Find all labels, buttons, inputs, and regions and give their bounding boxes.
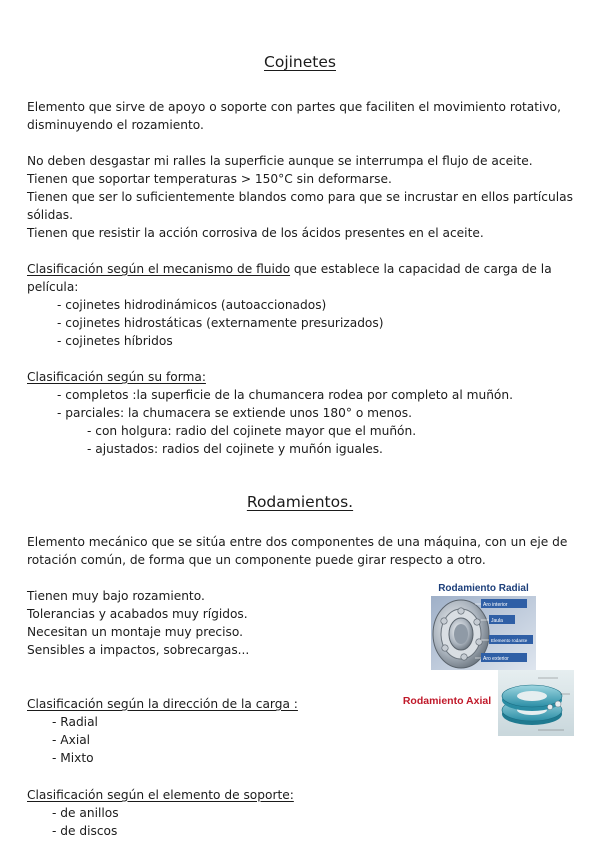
clasificacion-carga xyxy=(27,695,387,767)
requirement-line: Tienen que resistir la acción corrosiva de los ácidos presentes en el aceite. xyxy=(27,226,484,240)
axial-bearing-illustration xyxy=(498,670,574,736)
cojinetes-intro-line: disminuyendo el rozamiento. xyxy=(27,118,204,132)
list-item: - de discos xyxy=(52,824,118,838)
rodamientos-title: Rodamientos. xyxy=(246,493,354,511)
list-item: - cojinetes hidrodinámicos (autoaccionados) xyxy=(57,298,327,312)
list-item: - Mixto xyxy=(52,751,94,765)
list-item: - de anillos xyxy=(52,806,119,820)
list-item: - Radial xyxy=(52,715,98,729)
clasificacion-fluido-rest: que establece la capacidad de carga de la xyxy=(290,262,552,276)
clasificacion-soporte xyxy=(27,786,387,840)
clasificacion-fluido-heading-line xyxy=(27,260,567,278)
requirement-line: Tienen que ser lo suficientemente blandos como para que se incrustar en ellos partículas xyxy=(27,190,573,204)
radial-bearing-illustration xyxy=(431,596,536,672)
list-item: - cojinetes hidrostáticas (externamente presurizados) xyxy=(57,316,384,330)
list-subitem: - con holgura: radio del cojinete mayor que el muñón. xyxy=(87,424,417,438)
list-item: - Axial xyxy=(52,733,91,747)
clasificacion-forma-heading: Clasificación según su forma: xyxy=(27,370,206,384)
radial-bearing-caption: Rodamiento Radial xyxy=(438,583,529,594)
list-item: - completos :la superficie de la chumancera rodea por completo al muñón. xyxy=(57,388,513,402)
clasificacion-fluido xyxy=(27,260,567,350)
rodamientos-intro-line: Elemento mecánico que se sitúa entre dos componentes de una máquina, con un eje de xyxy=(27,535,568,549)
property-line: Tolerancias y acabados muy rígidos. xyxy=(27,607,248,621)
property-line: Necesitan un montaje muy preciso. xyxy=(27,625,243,639)
radial-label-elemento-rodante: Elemento rodante xyxy=(491,638,528,643)
clasificacion-forma xyxy=(27,368,567,458)
list-item: - parciales: la chumacera se extiende unos 180° o menos. xyxy=(57,406,412,420)
clasificacion-fluido-heading: Clasificación según el mecanismo de fluido xyxy=(27,262,291,276)
clasificacion-carga-heading: Clasificación según la dirección de la carga : xyxy=(27,697,298,711)
radial-label-jaula: Jaula xyxy=(491,618,503,624)
list-subitem: - ajustados: radios del cojinete y muñón iguales. xyxy=(87,442,383,456)
radial-label-aro-exterior: Aro exterior xyxy=(483,656,509,662)
radial-bearing-figure xyxy=(431,582,536,672)
clasificacion-soporte-heading: Clasificación según el elemento de soporte: xyxy=(27,788,294,802)
rodamientos-intro-line: rotación común, de forma que un componente puede girar respecto a otro. xyxy=(27,553,486,567)
radial-label-aro-interior: Aro interior xyxy=(483,602,508,608)
requirement-line: No deben desgastar mi ralles la superficie aunque se interrumpa el flujo de aceite. xyxy=(27,154,533,168)
cojinetes-requirements xyxy=(27,152,573,242)
requirement-line: Tienen que soportar temperaturas > 150°C sin deformarse. xyxy=(27,172,392,186)
cojinetes-title: Cojinetes xyxy=(264,53,336,71)
cojinetes-intro-line: Elemento que sirve de apoyo o soporte con partes que faciliten el movimiento rotativo, xyxy=(27,100,561,114)
requirement-line: sólidas. xyxy=(27,208,74,222)
property-line: Sensibles a impactos, sobrecargas... xyxy=(27,643,250,657)
rodamientos-intro xyxy=(27,533,567,569)
property-line: Tienen muy bajo rozamiento. xyxy=(27,589,205,603)
list-item: - cojinetes híbridos xyxy=(57,334,173,348)
clasificacion-fluido-rest-line: película: xyxy=(27,280,79,294)
cojinetes-intro xyxy=(27,98,567,134)
axial-bearing-caption: Rodamiento Axial xyxy=(402,695,492,707)
axial-bearing-figure xyxy=(396,670,574,736)
rodamientos-props xyxy=(27,587,407,659)
